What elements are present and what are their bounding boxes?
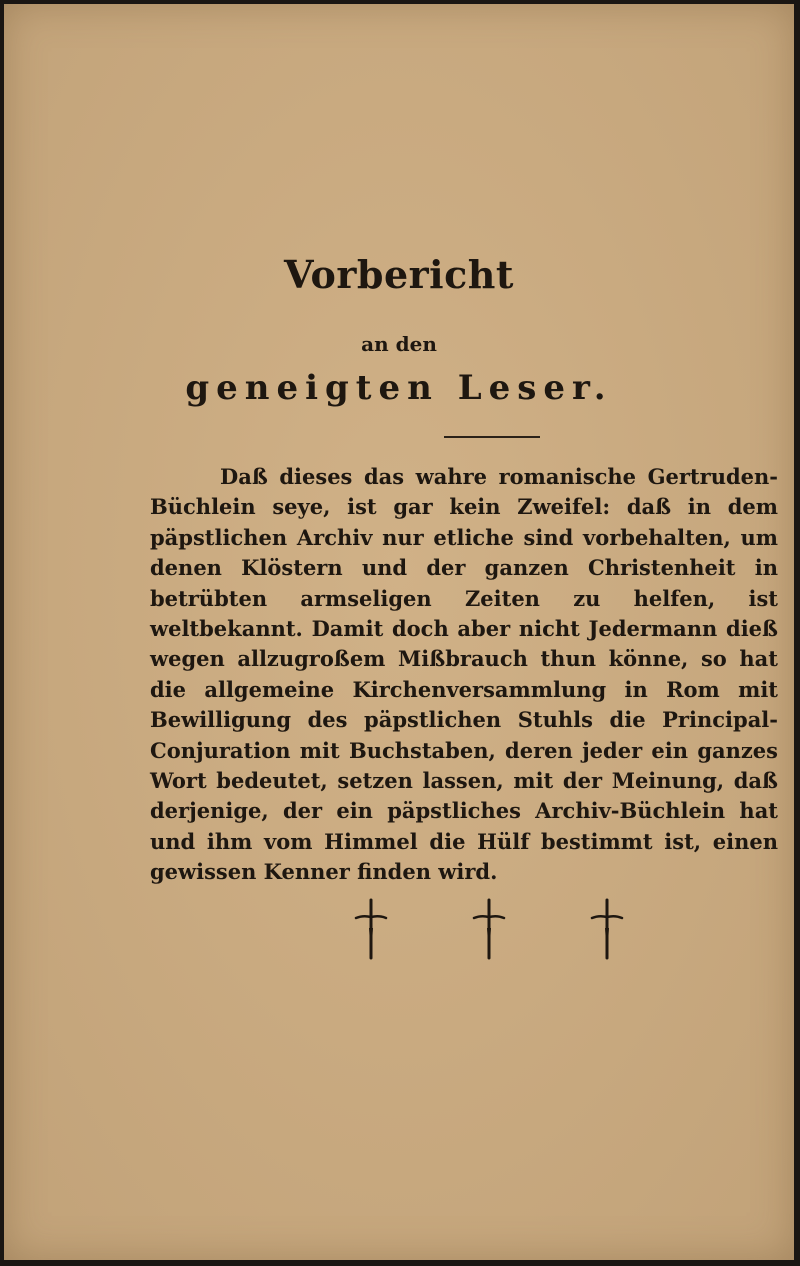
page-subtitle: an den	[361, 332, 437, 356]
cross-icon	[354, 898, 388, 960]
book-page	[4, 4, 794, 1260]
page-title: Vorbericht	[284, 252, 514, 297]
cross-ornament	[354, 898, 624, 962]
addressee-line: geneigten Leser.	[185, 368, 613, 408]
body-paragraph: Daß dieses das wahre romanische Gertruden-Büchlein seye, ist gar kein Zweifel: daß in dem päpstlichen Archiv nur etliche sind vorbehalten, um denen Klöstern und der ganzen Christenheit in betrübten armseligen Zeiten zu helfen, ist weltbekannt. Damit doch aber nicht Jedermann dieß wegen allzugroßem Mißbrauch thun könne, so hat die allgemeine Kirchenversammlung in Rom mit Bewilligung des päpstlichen Stuhls die Principal-Conjuration mit Buchstaben, deren jeder ein ganzes Wort bedeutet, setzen lassen, mit der Meinung, daß derjenige, der ein päpstliches Archiv-Büchlein hat und ihm vom Himmel die Hülf bestimmt ist, einen gewissen Kenner finden wird.	[150, 464, 778, 885]
cross-icon	[590, 898, 624, 960]
divider-rule	[444, 436, 540, 438]
cross-icon	[472, 898, 506, 960]
